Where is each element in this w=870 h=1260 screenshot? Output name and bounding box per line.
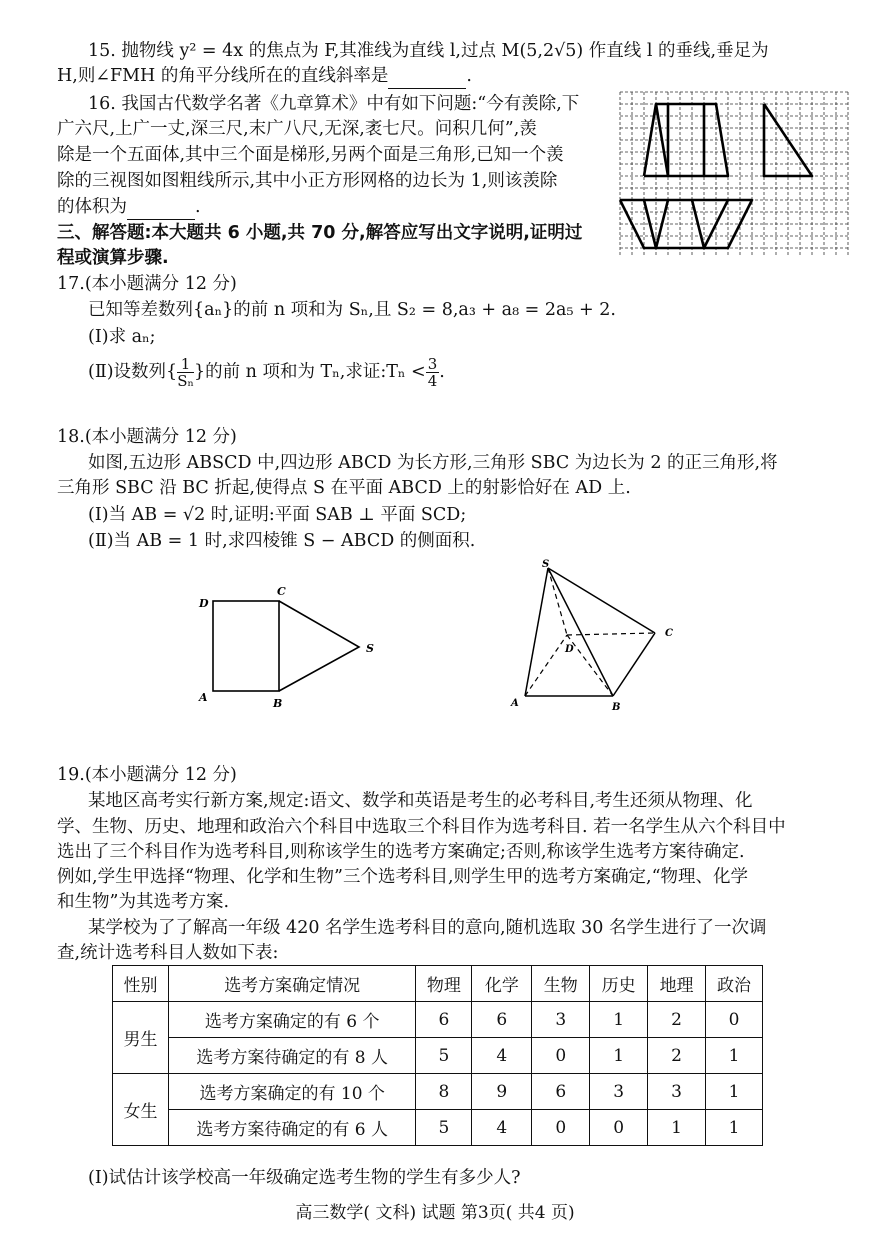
table-row: [113, 1074, 763, 1110]
q15-line2: [57, 64, 472, 89]
pentagon-figure: [195, 585, 395, 715]
q18-line1: 如图,五边形 ABSCD 中,四边形 ABCD 为长方形,三角形 SBC 为边长为 2 的正三角形,将: [88, 453, 778, 473]
value-cell: 4: [472, 1038, 532, 1074]
value-cell: 5: [416, 1110, 472, 1146]
q15-line1: 15. 抛物线 y² = 4x 的焦点为 F,其准线为直线 l,过点 M(5,2√5) 作直线 l 的垂线,垂足为: [88, 41, 769, 61]
label-S: S: [542, 559, 550, 570]
header-cell: 政治: [706, 966, 763, 1002]
label-A: A: [511, 698, 519, 709]
q18-part2: (Ⅱ)当 AB = 1 时,求四棱锥 S − ABCD 的侧面积.: [88, 531, 476, 551]
value-cell: 1: [706, 1038, 763, 1074]
value-cell: 0: [532, 1038, 590, 1074]
fraction-1-over-sn: [177, 356, 194, 389]
desc-cell: 选考方案待确定的有 6 人: [168, 1110, 416, 1146]
header-cell: 历史: [590, 966, 648, 1002]
q17-part2-pre: (Ⅱ)设数列{: [88, 362, 178, 382]
value-cell: 1: [706, 1074, 763, 1110]
label-C: C: [277, 585, 286, 598]
value-cell: 8: [416, 1074, 472, 1110]
value-cell: 3: [648, 1074, 706, 1110]
desc-cell: 选考方案待确定的有 8 人: [168, 1038, 416, 1074]
label-D: D: [565, 644, 574, 655]
q16-line1: 16. 我国古代数学名著《九章算术》中有如下问题:“今有羡除,下: [88, 94, 580, 114]
table-row: [113, 1002, 763, 1038]
header-cell: 选考方案确定情况: [168, 966, 416, 1002]
value-cell: 3: [590, 1074, 648, 1110]
frac2-denominator: 4: [427, 372, 438, 390]
value-cell: 1: [590, 1038, 648, 1074]
q16-line4: 除的三视图如图粗线所示,其中小正方形网格的边长为 1,则该羡除: [57, 171, 558, 191]
label-B: B: [273, 697, 283, 710]
section3-line2: 程或演算步骤.: [57, 248, 169, 268]
value-cell: 1: [706, 1110, 763, 1146]
value-cell: 6: [532, 1074, 590, 1110]
q16-line3: 除是一个五面体,其中三个面是梯形,另两个面是三角形,已知一个羡: [57, 145, 564, 165]
q19-p4: 例如,学生甲选择“物理、化学和生物”三个选考科目,则学生甲的选考方案确定,“物理、化学: [57, 867, 749, 887]
header-cell: 生物: [532, 966, 590, 1002]
table-row: [113, 1110, 763, 1146]
table-header-row: [113, 966, 763, 1002]
rectangle-abcd: [213, 601, 279, 691]
q15-end: .: [466, 66, 472, 86]
value-cell: 6: [472, 1002, 532, 1038]
q19-p3: 选出了三个科目作为选考科目,则称该学生的选考方案确定;否则,称该学生选考方案待确定.: [57, 842, 745, 862]
label-A: A: [199, 691, 208, 704]
value-cell: 2: [648, 1002, 706, 1038]
answer-blank: [127, 195, 195, 220]
value-cell: 0: [706, 1002, 763, 1038]
value-cell: 1: [648, 1110, 706, 1146]
q16-line2: 广六尺,上广一丈,深三尺,末广八尺,无深,袤七尺。问积几何”,羡: [57, 119, 537, 139]
page-footer: 高三数学( 文科) 试题 第3页( 共4 页): [295, 1203, 575, 1223]
value-cell: 3: [532, 1002, 590, 1038]
answer-blank: [388, 64, 466, 89]
q16-line5-text: 的体积为: [57, 197, 127, 217]
q18-part1: (Ⅰ)当 AB = √2 时,证明:平面 SAB ⊥ 平面 SCD;: [88, 505, 467, 525]
header-cell: 地理: [648, 966, 706, 1002]
label-S: S: [366, 642, 374, 655]
q19-p5: 和生物”为其选考方案.: [57, 892, 230, 912]
q19-p2: 学、生物、历史、地理和政治六个科目中选取三个科目作为选考科目. 若一名学生从六个科目中: [57, 817, 786, 837]
label-C: C: [665, 628, 673, 639]
label-D: D: [199, 597, 209, 610]
q16-line5: [57, 195, 201, 220]
q19-p6: 某学校为了了解高一年级 420 名学生选考科目的意向,随机选取 30 名学生进行了一次调: [88, 918, 767, 938]
value-cell: 6: [416, 1002, 472, 1038]
header-cell: 化学: [472, 966, 532, 1002]
value-cell: 5: [416, 1038, 472, 1074]
frac2-numerator: 3: [427, 355, 438, 373]
value-cell: 0: [532, 1110, 590, 1146]
three-view-figure: [620, 92, 850, 262]
q15-line2-text: H,则∠FMH 的角平分线所在的直线斜率是: [57, 66, 389, 86]
fraction-3-over-4: [426, 356, 440, 389]
triangle-sbc: [279, 601, 359, 691]
gender-cell: 女生: [113, 1074, 169, 1146]
value-cell: 4: [472, 1110, 532, 1146]
value-cell: 1: [590, 1002, 648, 1038]
frac1-denominator: Sₙ: [177, 372, 194, 390]
desc-cell: 选考方案确定的有 6 个: [168, 1002, 416, 1038]
q17-part2: [88, 350, 445, 394]
value-cell: 9: [472, 1074, 532, 1110]
table-row: [113, 1038, 763, 1074]
q17-part2-mid: }的前 n 项和为 Tₙ,求证:Tₙ <: [193, 362, 426, 382]
q18-header: 18.(本小题满分 12 分): [57, 427, 237, 447]
label-B: B: [612, 702, 621, 713]
q19-p1: 某地区高考实行新方案,规定:语文、数学和英语是考生的必考科目,考生还须从物理、化: [88, 791, 753, 811]
gender-cell: 男生: [113, 1002, 169, 1074]
header-cell: 物理: [416, 966, 472, 1002]
survey-table: [112, 965, 763, 1146]
desc-cell: 选考方案确定的有 10 个: [168, 1074, 416, 1110]
q19-header: 19.(本小题满分 12 分): [57, 765, 237, 785]
pyramid-figure: [505, 555, 705, 715]
q18-line2: 三角形 SBC 沿 BC 折起,使得点 S 在平面 ABCD 上的射影恰好在 AD 上.: [57, 478, 631, 498]
q17-part1: (Ⅰ)求 aₙ;: [88, 327, 156, 347]
q17-stem: 已知等差数列{aₙ}的前 n 项和为 Sₙ,且 S₂ = 8,a₃ + a₈ = 2a₅ + 2.: [88, 300, 616, 320]
q17-part2-end: .: [439, 362, 445, 382]
value-cell: 2: [648, 1038, 706, 1074]
header-cell: 性别: [113, 966, 169, 1002]
q17-header: 17.(本小题满分 12 分): [57, 274, 237, 294]
q19-p7: 查,统计选考科目人数如下表:: [57, 943, 279, 963]
frac1-numerator: 1: [177, 356, 194, 373]
q19-part1: (Ⅰ)试估计该学校高一年级确定选考生物的学生有多少人?: [88, 1168, 521, 1188]
q16-end: .: [195, 197, 201, 217]
section3-line1: 三、解答题:本大题共 6 小题,共 70 分,解答应写出文字说明,证明过: [57, 223, 583, 243]
value-cell: 0: [590, 1110, 648, 1146]
